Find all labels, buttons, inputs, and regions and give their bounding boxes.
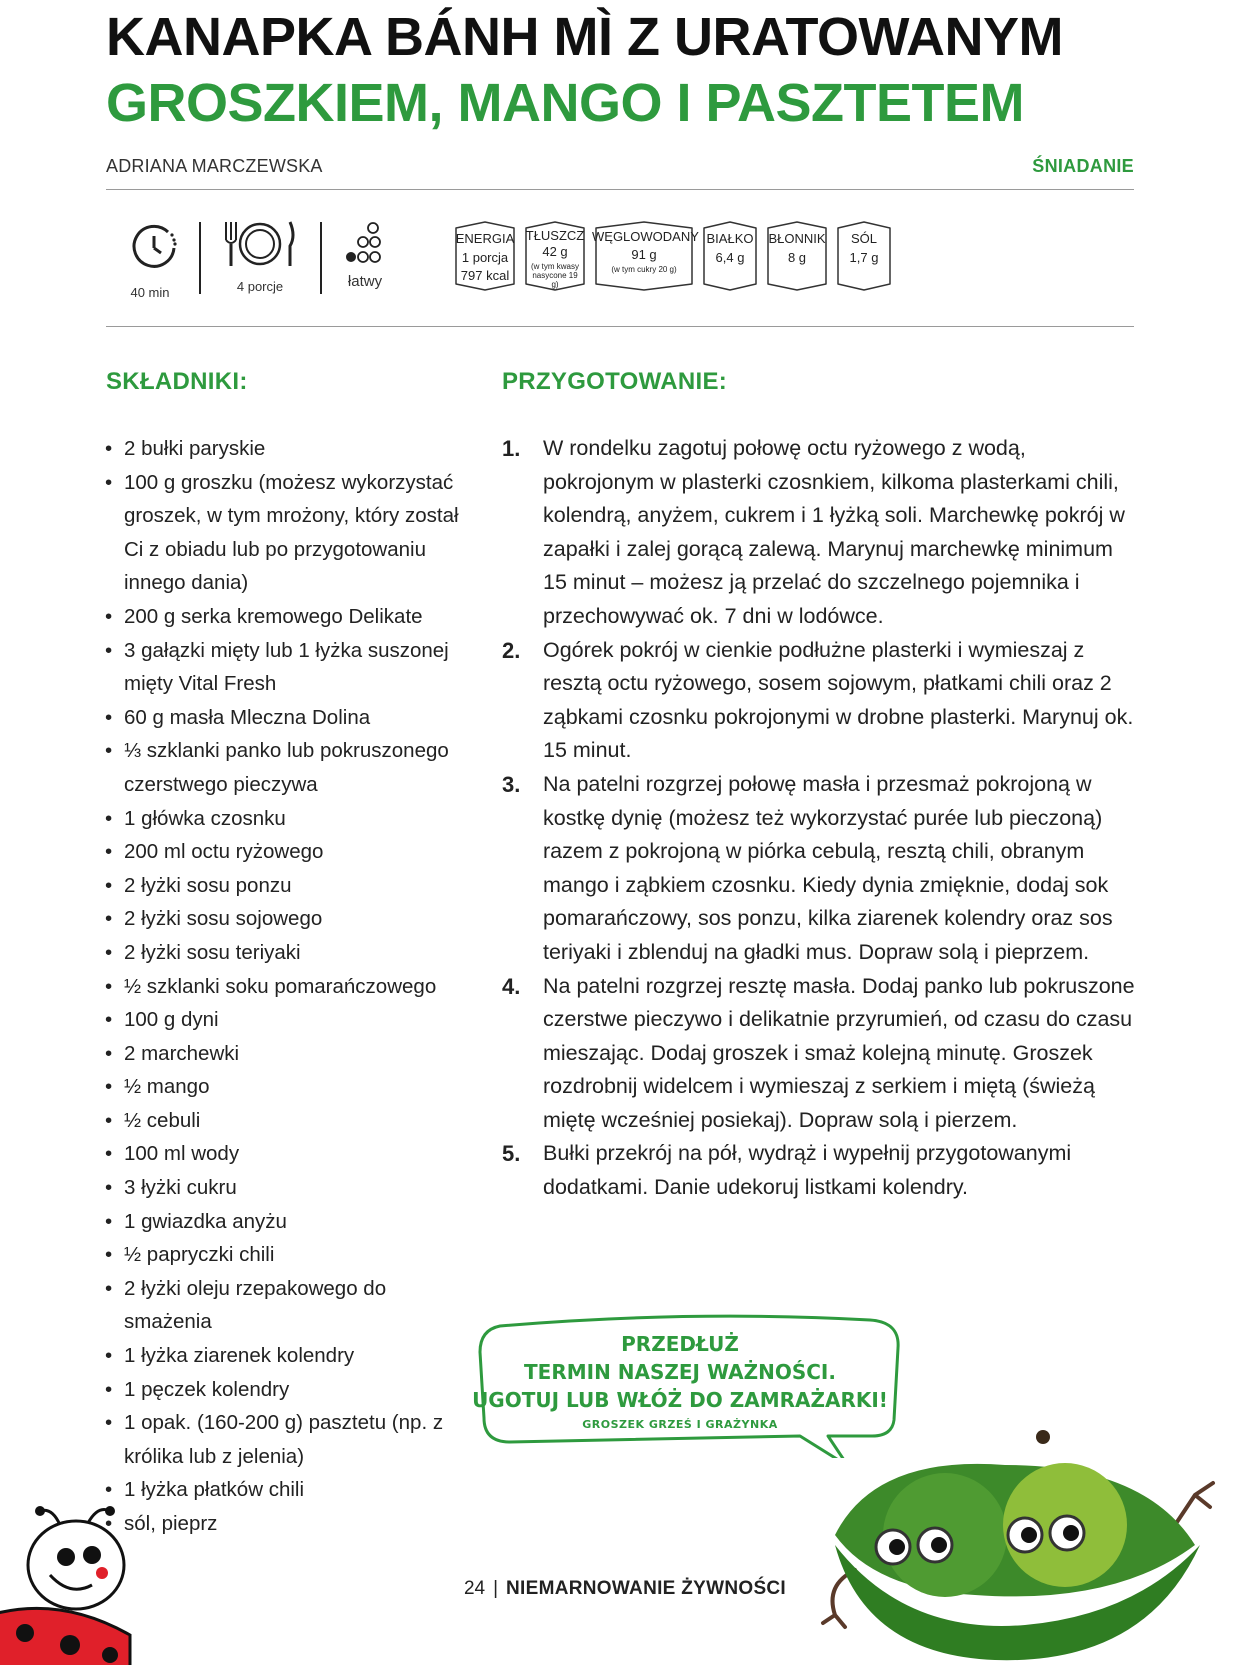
ingredient-item: • 1 pęczek kolendry	[104, 1373, 474, 1407]
step-text: W rondelku zagotuj połowę octu ryżowego z wodą, pokrojonym w plasterki czosnkiem, kilkoma plasterkami chili, kolendrą, anyżem, cukrem i 1 łyżką soli. Marchewkę pokrój w zapałki i zalej gorącą zalewą. Marynuj marchewkę minimum 15 minut – możesz ją przelać do szczelnego pojemnika i przechowywać ok. 7 dni w lodówce.	[543, 436, 1125, 628]
step-text: Na patelni rozgrzej połowę masła i przesmaż pokrojoną w kostkę dynię (możesz też wykorzystać purée lub pieczoną) razem z pokrojoną w piórka cebulą, resztą chili, obranym mango i ząbkiem czosnku. Kiedy dynia zmięknie, dodaj sok pomarańczowy, sos ponzu, kilka ziarenek kolendry oraz sos teriyaki i zblenduj na gładki mus. Dopraw solą i pieprzem.	[543, 771, 1113, 964]
ingredient-item: • 100 ml wody	[104, 1137, 474, 1171]
ingredient-item: • ½ szklanki soku pomarańczowego	[104, 970, 474, 1004]
recipe-title-line-1: KANAPKA BÁNH MÌ Z URATOWANYM	[106, 7, 1063, 67]
step-item	[502, 1137, 1142, 1204]
author-name: ADRIANA MARCZEWSKA	[106, 156, 323, 176]
step-number: 5.	[502, 1141, 521, 1167]
nutrition-extra: (w tym kwasy nasycone 19 g)	[531, 262, 579, 289]
meta-separator	[199, 222, 201, 294]
step-item	[502, 634, 1142, 768]
ingredient-item: • 100 g groszku (możesz wykorzystać groszek, w tym mrożony, który został Ci z obiadu lub po przygotowaniu innego dania)	[104, 466, 474, 600]
ingredient-item: • 2 marchewki	[104, 1037, 474, 1071]
ingredient-item: • 3 łyżki cukru	[104, 1171, 474, 1205]
ingredient-item: • 60 g masła Mleczna Dolina	[104, 701, 474, 735]
page-footer: 24 | NIEMARNOWANIE ŻYWNOŚCI	[463, 1578, 787, 1599]
ingredient-item: • 2 łyżki sosu teriyaki	[104, 936, 474, 970]
step-number: 1.	[502, 436, 521, 461]
ingredient-item: • 100 g dyni	[104, 1003, 474, 1037]
ingredient-item: • ½ papryczki chili	[104, 1238, 474, 1272]
ingredient-item: • 200 ml octu ryżowego	[104, 835, 474, 869]
ingredient-item: • ⅓ szklanki panko lub pokruszonego czerstwego pieczywa	[104, 734, 474, 801]
ingredients-heading: SKŁADNIKI:	[106, 368, 248, 395]
servings-value: 4 porcje	[236, 279, 284, 294]
nutrition-value: 1,7 g	[849, 250, 879, 265]
tip-signature: GROSZEK GRZEŚ I GRAŻYNKA	[582, 1418, 778, 1431]
ingredient-item: • 1 łyżka ziarenek kolendry	[104, 1339, 474, 1373]
nutrition-value: 8 g	[787, 250, 807, 265]
servings-meta	[220, 218, 300, 294]
nutrition-label: WĘGLOWODANY	[592, 229, 699, 244]
nutrition-salt	[834, 220, 894, 292]
nutrition-value: 1 porcja	[461, 250, 509, 265]
ingredient-item: • 2 bułki paryskie	[104, 432, 474, 466]
step-text: Bułki przekrój na pół, wydrąż i wypełnij przygotowanymi dodatkami. Danie udekoruj listkami kolendry.	[543, 1141, 1072, 1200]
step-item	[502, 768, 1142, 970]
nutrition-extra: (w tym cukry 20 g)	[611, 265, 677, 274]
step-text: Na patelni rozgrzej resztę masła. Dodaj panko lub pokruszone czerstwe pieczywo i delikatnie przyrumień, od czasu do czasu mieszając. Dodaj groszek i smaż kolejną minutę. Groszek rozdrobnij widelcem i wymieszaj z serkiem i miętą (świeżą miętę wcześniej posiekaj). Dopraw solą i pierzem.	[543, 973, 1135, 1132]
step-number: 4.	[502, 973, 521, 999]
recipe-title-line-2: GROSZKIEM, MANGO I PASZTETEM	[106, 73, 1025, 133]
nutrition-energy	[452, 220, 518, 292]
preparation-heading: PRZYGOTOWANIE:	[502, 368, 728, 395]
ingredient-item: • 1 gwiazdka anyżu	[104, 1205, 474, 1239]
ingredient-item: • 2 łyżki sosu ponzu	[104, 869, 474, 903]
nutrition-label: ENERGIA	[455, 231, 515, 246]
tip-line-3: UGOTUJ LUB WŁÓŻ DO ZAMRAŻARKI!	[472, 1388, 888, 1412]
time-meta	[126, 222, 182, 300]
difficulty-meta	[340, 222, 390, 290]
step-number: 3.	[502, 771, 521, 797]
nutrition-value: 42 g	[542, 244, 568, 259]
page-number: 24	[463, 1578, 486, 1599]
difficulty-value: łatwy	[347, 273, 383, 290]
nutrition-label: BIAŁKO	[706, 231, 754, 246]
tip-line-2: TERMIN NASZEJ WAŻNOŚCI.	[524, 1360, 836, 1384]
ingredient-item: • 1 łyżka płatków chili	[104, 1473, 474, 1507]
nutrition-fat	[522, 220, 588, 292]
nutrition-label: TŁUSZCZ	[525, 228, 585, 243]
clock-icon	[128, 222, 180, 274]
ingredient-item: • sól, pieprz	[104, 1507, 474, 1541]
ingredients-list	[104, 432, 474, 1541]
ingredient-item: • ½ mango	[104, 1070, 474, 1104]
step-text: Ogórek pokrój w cienkie podłużne plasterki i wymieszaj z resztą octu ryżowego, sosem sojowym, płatkami chili oraz 2 ząbkami czosnku pokrojonymi w drobne plasterki. Marynuj ok. 15 minut.	[543, 637, 1134, 763]
nutrition-label: BŁONNIK	[768, 231, 826, 246]
time-value: 40 min	[130, 285, 170, 300]
ingredient-item: • ½ cebuli	[104, 1104, 474, 1138]
top-divider	[106, 189, 1134, 190]
step-item	[502, 432, 1142, 634]
pea-pod-mascot-illustration	[815, 1395, 1235, 1665]
preparation-steps	[502, 432, 1142, 1205]
ingredient-item: • 2 łyżki sosu sojowego	[104, 902, 474, 936]
nutrition-value: 91 g	[631, 247, 657, 262]
nutrition-carbs	[592, 220, 699, 292]
plate-cutlery-icon	[220, 218, 300, 272]
nutrition-fiber	[764, 220, 830, 292]
step-number: 2.	[502, 637, 521, 663]
nutrition-value: 6,4 g	[715, 250, 745, 265]
nutrition-extra: 797 kcal	[460, 268, 510, 283]
difficulty-dots-icon	[343, 222, 387, 268]
nutrition-protein	[700, 220, 760, 292]
nutrition-label: SÓL	[850, 231, 877, 246]
category-label: ŚNIADANIE	[1032, 156, 1134, 176]
step-item	[502, 970, 1142, 1138]
ingredient-item: • 200 g serka kremowego Delikate	[104, 600, 474, 634]
ingredient-item: • 2 łyżki oleju rzepakowego do smażenia	[104, 1272, 474, 1339]
footer-section-title: NIEMARNOWANIE ŻYWNOŚCI	[506, 1578, 787, 1599]
ingredient-item: • 1 opak. (160-200 g) pasztetu (np. z królika lub z jelenia)	[104, 1406, 474, 1473]
meta-divider	[106, 326, 1134, 327]
meta-separator	[320, 222, 322, 294]
ingredient-item: • 3 gałązki mięty lub 1 łyżka suszonej mięty Vital Fresh	[104, 634, 474, 701]
ingredient-item: • 1 główka czosnku	[104, 802, 474, 836]
tip-line-1: PRZEDŁUŻ	[621, 1332, 739, 1356]
